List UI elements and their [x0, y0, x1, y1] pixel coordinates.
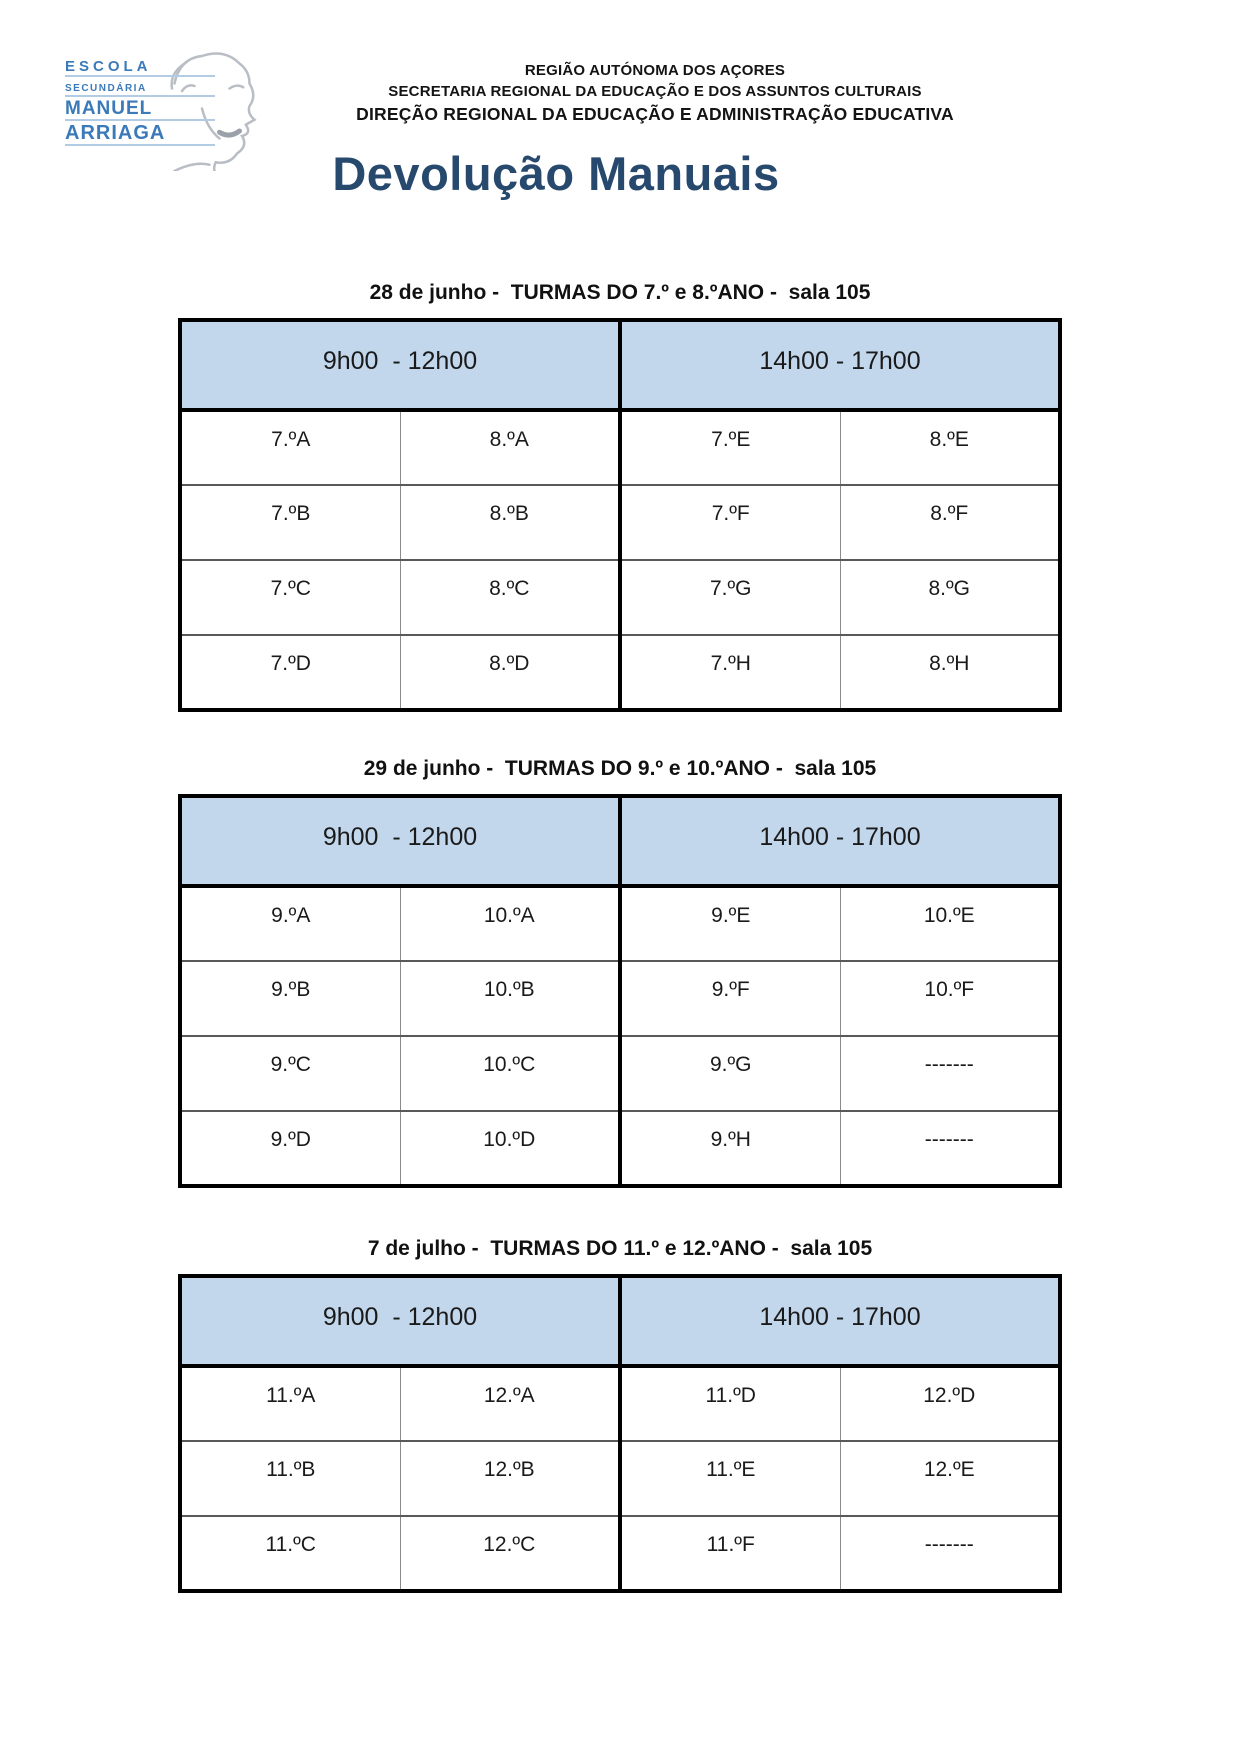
logo-line-arriaga: ARRIAGA [65, 122, 166, 144]
class-cell: 9.ºC [180, 1036, 400, 1111]
class-cell: 11.ºE [620, 1441, 840, 1516]
class-cell: 7.ºC [180, 560, 400, 635]
school-logo-text [65, 58, 185, 147]
org-secretaria-line: SECRETARIA REGIONAL DA EDUCAÇÃO E DOS ASSUNTOS CULTURAIS [388, 83, 922, 100]
class-cell: 10.ºD [400, 1111, 620, 1186]
class-cell: 10.ºC [400, 1036, 620, 1111]
class-cell: 10.ºB [400, 961, 620, 1036]
morning-slot-header: 9h00 - 12h00 [180, 320, 620, 410]
section-caption: 7 de julho - TURMAS DO 11.º e 12.ºANO - sala 105 [367, 1237, 873, 1260]
afternoon-slot-header: 14h00 - 17h00 [620, 796, 1060, 886]
class-cell: 7.ºA [180, 410, 400, 485]
class-cell: 8.ºA [400, 410, 620, 485]
class-cell: 9.ºG [620, 1036, 840, 1111]
class-cell: 7.ºH [620, 635, 840, 710]
section-caption: 28 de junho - TURMAS DO 7.º e 8.ºANO - sala 105 [369, 281, 871, 304]
schedule-section-11-12 [178, 1237, 1062, 1593]
class-cell: 8.ºH [840, 635, 1060, 710]
class-cell: 9.ºF [620, 961, 840, 1036]
class-cell: 9.ºD [180, 1111, 400, 1186]
afternoon-slot-header: 14h00 - 17h00 [620, 1276, 1060, 1366]
schedule-table [178, 318, 1062, 712]
table-row [180, 961, 1060, 1036]
table-row [180, 410, 1060, 485]
class-cell: 12.ºE [840, 1441, 1060, 1516]
table-row [180, 1111, 1060, 1186]
org-header [300, 60, 1010, 126]
class-cell: 7.ºE [620, 410, 840, 485]
table-row [180, 1516, 1060, 1591]
class-cell: ------- [840, 1036, 1060, 1111]
section-caption: 29 de junho - TURMAS DO 9.º e 10.ºANO - sala 105 [363, 757, 877, 780]
table-header-row [180, 320, 1060, 410]
table-header-row [180, 1276, 1060, 1366]
class-cell: ------- [840, 1111, 1060, 1186]
class-cell: 7.ºD [180, 635, 400, 710]
class-cell: 12.ºA [400, 1366, 620, 1441]
class-cell: 7.ºG [620, 560, 840, 635]
class-cell: 10.ºE [840, 886, 1060, 961]
class-cell: 11.ºF [620, 1516, 840, 1591]
schedule-section-9-10 [178, 757, 1062, 1188]
class-cell: 9.ºA [180, 886, 400, 961]
table-row [180, 1036, 1060, 1111]
class-cell: 9.ºE [620, 886, 840, 961]
class-cell: ------- [840, 1516, 1060, 1591]
schedule-section-7-8 [178, 281, 1062, 712]
afternoon-slot-header: 14h00 - 17h00 [620, 320, 1060, 410]
org-region-line: REGIÃO AUTÓNOMA DOS AÇORES [524, 62, 786, 79]
table-row [180, 560, 1060, 635]
table-header-row [180, 796, 1060, 886]
schedule-table [178, 794, 1062, 1188]
class-cell: 8.ºB [400, 485, 620, 560]
class-cell: 10.ºF [840, 961, 1060, 1036]
table-row [180, 1366, 1060, 1441]
class-cell: 12.ºD [840, 1366, 1060, 1441]
class-cell: 8.ºF [840, 485, 1060, 560]
table-row [180, 1441, 1060, 1516]
table-row [180, 886, 1060, 961]
class-cell: 11.ºA [180, 1366, 400, 1441]
class-cell: 12.ºC [400, 1516, 620, 1591]
morning-slot-header: 9h00 - 12h00 [180, 796, 620, 886]
class-cell: 12.ºB [400, 1441, 620, 1516]
class-cell: 8.ºC [400, 560, 620, 635]
morning-slot-header: 9h00 - 12h00 [180, 1276, 620, 1366]
class-cell: 11.ºB [180, 1441, 400, 1516]
table-row [180, 635, 1060, 710]
class-cell: 7.ºB [180, 485, 400, 560]
logo-line-secundaria: SECUNDÁRIA [65, 83, 147, 94]
class-cell: 9.ºB [180, 961, 400, 1036]
logo-line-escola: ESCOLA [65, 58, 152, 75]
table-row [180, 485, 1060, 560]
class-cell: 8.ºD [400, 635, 620, 710]
page-title: Devolução Manuais [332, 147, 780, 200]
logo-line-manuel: MANUEL [65, 98, 153, 119]
schedule-table [178, 1274, 1062, 1593]
class-cell: 8.ºE [840, 410, 1060, 485]
class-cell: 11.ºD [620, 1366, 840, 1441]
org-direcao-line: DIREÇÃO REGIONAL DA EDUCAÇÃO E ADMINISTRAÇÃO EDUCATIVA [356, 104, 954, 124]
class-cell: 9.ºH [620, 1111, 840, 1186]
class-cell: 8.ºG [840, 560, 1060, 635]
class-cell: 11.ºC [180, 1516, 400, 1591]
class-cell: 10.ºA [400, 886, 620, 961]
class-cell: 7.ºF [620, 485, 840, 560]
